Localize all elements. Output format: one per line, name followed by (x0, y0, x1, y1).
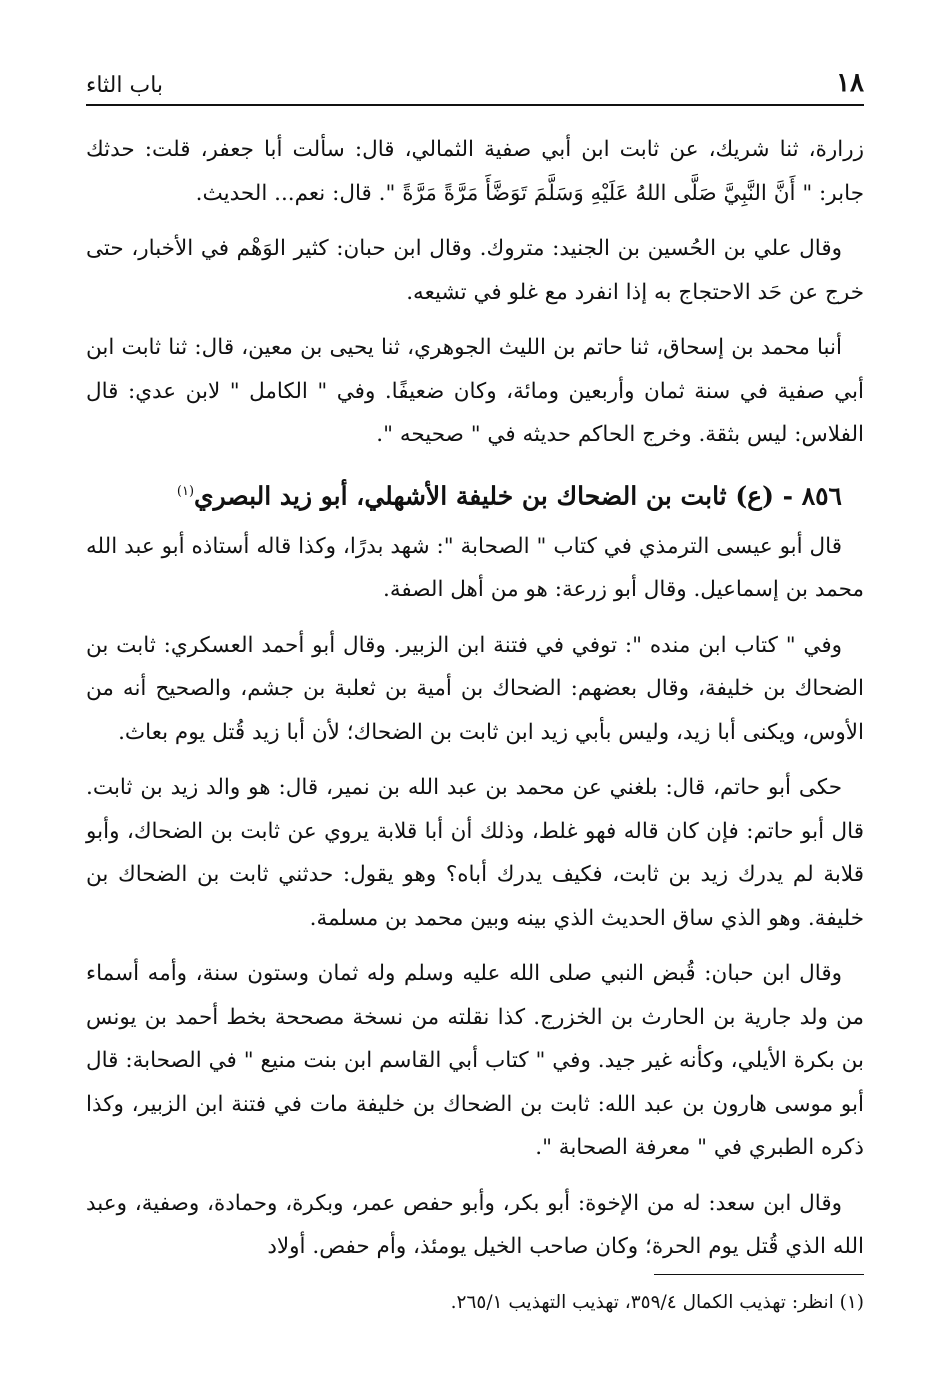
paragraph-continuation: زرارة، ثنا شريك، عن ثابت ابن أبي صفية الثمالي، قال: سألت أبا جعفر، قلت: حدثك جابر: " أَنَّ النَّبِيَّ صَلَّى اللهُ عَلَيْهِ وَسَلَّمَ تَوَضَّأَ مَرَّةً مَرَّةً ". قال: نعم... الحديث. (86, 137, 864, 206)
paragraph: وقال ابن سعد: له من الإخوة: أبو بكر، وأبو حفص عمر، وبكرة، وحمادة، وصفية، وعبد الله الذي قُتل يوم الحرة؛ وكان صاحب الخيل يومئذ، وأم حفص. أولاد (86, 1190, 864, 1260)
page-number: ١٨ (836, 68, 864, 98)
paragraph: وقال علي بن الحُسين بن الجنيد: متروك. وقال ابن حبان: كثير الوَهْم في الأخبار، حتى خرج عن حَد الاحتجاج به إذا انفرد مع غلو في تشيعه. (86, 236, 864, 305)
paragraph: وقال ابن حبان: قُبض النبي صلى الله عليه وسلم وله ثمان وستون سنة، وأمه أسماء من ولد جارية بن الحارث بن الخزرج. كذا نقلته من نسخة مصححة بخط أحمد بن يونس بن بكرة الأيلي، وكأنه غير جيد. وفي " كتاب أبي القاسم ابن بنت منيع " في الصحابة: قال أبو موسى هارون بن عبد الله: ثابت بن الضحاك بن خليفة مات في فتنة ابن الزبير، وكذا ذكره الطبري في " معرفة الصحابة ". (86, 961, 864, 1161)
footnote-marker: (١) (176, 483, 195, 499)
main-text (86, 128, 864, 1281)
paragraph: قال أبو عيسى الترمذي في كتاب " الصحابة ": شهد بدرًا، وكذا قاله أستاذه أبو عبد الله محمد بن إسماعيل. وقال أبو زرعة: هو من أهل الصفة. (86, 533, 864, 603)
entry-heading (86, 469, 864, 519)
footnote-divider (654, 1274, 864, 1275)
paragraph: حكى أبو حاتم، قال: بلغني عن محمد بن عبد الله بن نمير، قال: هو والد زيد بن ثابت. قال أبو حاتم: فإن كان قاله فهو غلط، وذلك أن أبا قلابة يروي عن ثابت بن الضحاك، وأبو قلابة لم يدرك زيد بن ثابت، فكيف يدرك أباه؟ وهو يقول: حدثني ثابت بن الضحاك بن خليفة. وهو الذي ساق الحديث الذي بينه وبين محمد بن مسلمة. (86, 775, 864, 931)
running-head: باب الثاء (86, 73, 164, 98)
paragraph: أنبا محمد بن إسحاق، ثنا حاتم بن الليث الجوهري، ثنا يحيى بن معين، قال: ثنا ثابت ابن أبي صفية في سنة ثمان وأربعين ومائة، وكان ضعيفًا. وفي " الكامل " لابن عدي: قال الفلاس: ليس بثقة. وخرج الحاكم حديثه في " صحيحه ". (86, 335, 864, 447)
page-header (86, 66, 864, 106)
entry-title: ٨٥٦ - (ع) ثابت بن الضحاك بن خليفة الأشهلي، أبو زيد البصري (194, 480, 842, 510)
footnote: (١) انظر: تهذيب الكمال ٣٥٩/٤، تهذيب التهذيب ٢٦٥/١. (450, 1292, 864, 1313)
paragraph: وفي " كتاب ابن منده ": توفي في فتنة ابن الزبير. وقال أبو أحمد العسكري: ثابت بن الضحاك بن خليفة، وقال بعضهم: الضحاك بن أمية بن ثعلبة بن جشم، والصحيح أنه من الأوس، ويكنى أبا زيد، وليس بأبي زيد ابن ثابت بن الضحاك؛ لأن أبا زيد قُتل يوم بعاث. (86, 632, 864, 745)
